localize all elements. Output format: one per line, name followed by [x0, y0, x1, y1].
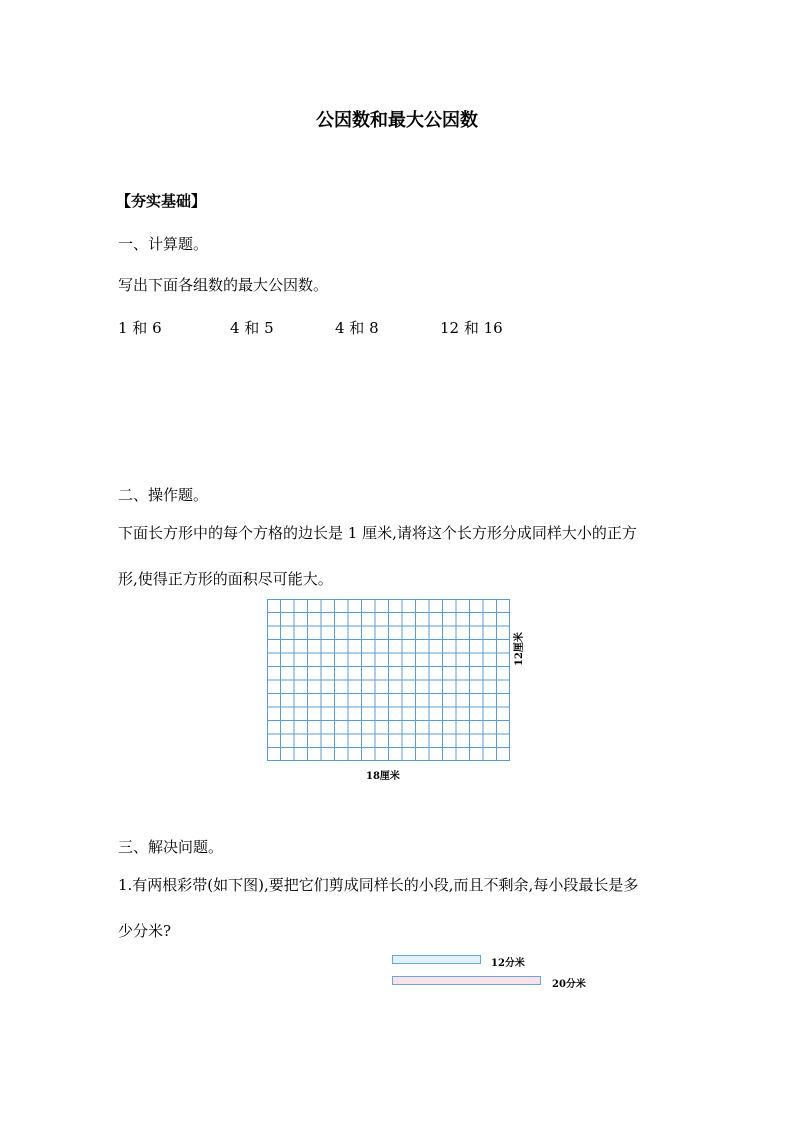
section-header: 【夯实基础】: [116, 192, 207, 210]
ribbon-12: [392, 955, 481, 964]
ribbon-20: [392, 976, 541, 985]
q2-text: [118, 510, 678, 602]
page-title: 公因数和最大公因数: [316, 110, 478, 131]
q3-problem: [118, 862, 678, 954]
pair-3: 4 和 8: [335, 319, 379, 337]
q2-heading: 二、操作题。: [118, 486, 209, 504]
q3-problem-line-1: 1.有两根彩带(如下图),要把它们剪成同样长的小段,而且不剩余,每小段最长是多: [118, 876, 639, 894]
pair-4: 12 和 16: [440, 319, 503, 337]
ribbon-20-label: 20分米: [552, 979, 586, 990]
ribbon-12-label: 12分米: [491, 958, 525, 969]
q2-text-line-2: 形,使得正方形的面积尽可能大。: [118, 570, 333, 588]
pair-1: 1 和 6: [118, 319, 162, 337]
q1-instruction: 写出下面各组数的最大公因数。: [118, 276, 329, 294]
q3-problem-line-2: 少分米?: [118, 922, 172, 940]
q2-text-line-1: 下面长方形中的每个方格的边长是 1 厘米,请将这个长方形分成同样大小的正方: [118, 524, 637, 542]
square-grid: [267, 599, 510, 761]
q3-heading: 三、解决问题。: [118, 838, 224, 856]
grid-height-label: 12厘米: [514, 632, 525, 666]
pair-2: 4 和 5: [230, 319, 274, 337]
grid-width-label: 18厘米: [366, 771, 400, 782]
q1-heading: 一、计算题。: [118, 235, 209, 253]
